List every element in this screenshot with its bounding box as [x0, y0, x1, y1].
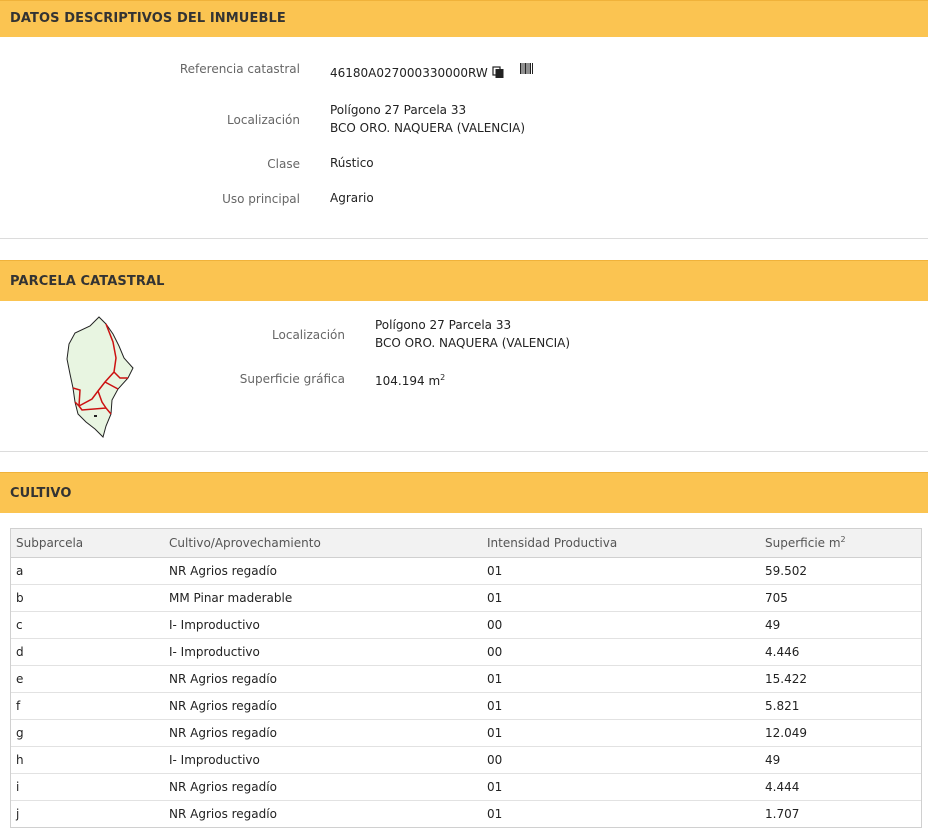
datos-section-header: [0, 0, 928, 37]
cell-cultivo: I- Improductivo: [164, 638, 482, 665]
cell-cultivo: NR Agrios regadío: [164, 719, 482, 746]
cell-subparcela: f: [11, 692, 164, 719]
referencia-label: Referencia catastral: [179, 62, 300, 76]
superficie-number: 104.194 m: [375, 374, 441, 388]
header-intensidad: Intensidad Productiva: [482, 529, 760, 557]
copy-icon[interactable]: [492, 66, 504, 78]
parcel-map[interactable]: [62, 314, 138, 440]
cell-superficie: 5.821: [760, 692, 921, 719]
header-superficie-exp: 2: [840, 535, 846, 545]
cell-subparcela: i: [11, 773, 164, 800]
cell-superficie: 4.444: [760, 773, 921, 800]
cell-intensidad: 00: [482, 746, 760, 773]
cell-cultivo: NR Agrios regadío: [164, 557, 482, 584]
cell-superficie: 12.049: [760, 719, 921, 746]
cell-intensidad: 00: [482, 611, 760, 638]
cultivo-table-header: [11, 529, 921, 557]
table-row: [11, 557, 921, 584]
cell-superficie: 59.502: [760, 557, 921, 584]
cell-intensidad: 01: [487, 806, 503, 821]
cell-superficie: 4.446: [760, 638, 921, 665]
cell-subparcela: c: [11, 611, 164, 638]
uso-label: Uso principal: [222, 192, 300, 206]
parcela-localizacion-line2: BCO ORO. NAQUERA (VALENCIA): [375, 336, 571, 350]
parcela-localizacion-value: [375, 316, 570, 352]
header-subparcela: Subparcela: [11, 529, 164, 557]
cell-intensidad: 01: [482, 665, 760, 692]
table-row: [11, 719, 921, 746]
cell-superficie: 49: [760, 611, 921, 638]
header-cultivo: Cultivo/Aprovechamiento: [164, 529, 482, 557]
localizacion-value: [330, 101, 525, 137]
cell-subparcela: d: [11, 638, 164, 665]
referencia-value: 46180A027000330000RW: [330, 66, 488, 80]
table-row: [11, 692, 921, 719]
parcela-localizacion-line1: Polígono 27 Parcela 33: [375, 318, 512, 332]
localizacion-label: Localización: [227, 113, 300, 127]
cell-cultivo: I- Improductivo: [164, 746, 482, 773]
cell-subparcela: e: [11, 665, 164, 692]
table-row: [11, 611, 921, 638]
cell-cultivo: NR Agrios regadío: [164, 692, 482, 719]
localizacion-line1: Polígono 27 Parcela 33: [330, 103, 467, 117]
table-row: [11, 665, 921, 692]
uso-value: Agrario: [330, 191, 374, 205]
clase-value: Rústico: [330, 156, 374, 170]
cultivo-section-header: [0, 472, 928, 513]
cell-intensidad: 01: [482, 692, 760, 719]
parcela-section-header: [0, 260, 928, 301]
cell-subparcela: j: [16, 806, 20, 821]
cell-intensidad: 00: [482, 638, 760, 665]
cell-intensidad: 01: [482, 773, 760, 800]
table-row: [11, 746, 921, 773]
cell-cultivo: NR Agrios regadío: [164, 665, 482, 692]
cell-intensidad: 01: [482, 584, 760, 611]
cell-subparcela: b: [11, 584, 164, 611]
cell-cultivo: NR Agrios regadío: [169, 806, 277, 821]
localizacion-line2: BCO ORO. NAQUERA (VALENCIA): [330, 121, 526, 135]
table-row: [11, 800, 921, 827]
cultivo-table: [10, 528, 922, 828]
table-row: [11, 638, 921, 665]
cell-superficie: 49: [760, 746, 921, 773]
clase-label: Clase: [267, 157, 300, 171]
cell-cultivo: NR Agrios regadío: [164, 773, 482, 800]
header-superficie: [760, 529, 921, 557]
cell-intensidad: 01: [482, 719, 760, 746]
superficie-value: [375, 369, 445, 390]
cell-cultivo: MM Pinar maderable: [164, 584, 482, 611]
barcode-icon[interactable]: [520, 63, 534, 74]
cell-subparcela: g: [11, 719, 164, 746]
datos-divider: [0, 238, 928, 239]
table-row: [11, 584, 921, 611]
cell-intensidad: 01: [482, 557, 760, 584]
cell-subparcela: h: [11, 746, 164, 773]
cell-superficie: 1.707: [765, 806, 800, 821]
cultivo-section-title: CULTIVO: [10, 486, 72, 501]
cell-superficie: 705: [760, 584, 921, 611]
cell-subparcela: a: [11, 557, 164, 584]
header-superficie-text: Superficie m: [765, 536, 841, 551]
parcela-divider: [0, 451, 928, 452]
parcela-section-title: PARCELA CATASTRAL: [10, 274, 165, 289]
cell-superficie: 15.422: [760, 665, 921, 692]
superficie-label: Superficie gráfica: [239, 372, 345, 386]
table-row: [11, 773, 921, 800]
cell-cultivo: I- Improductivo: [164, 611, 482, 638]
parcela-localizacion-label: Localización: [272, 328, 345, 342]
datos-section-title: DATOS DESCRIPTIVOS DEL INMUEBLE: [10, 11, 286, 26]
superficie-unit-exp: 2: [440, 373, 446, 382]
